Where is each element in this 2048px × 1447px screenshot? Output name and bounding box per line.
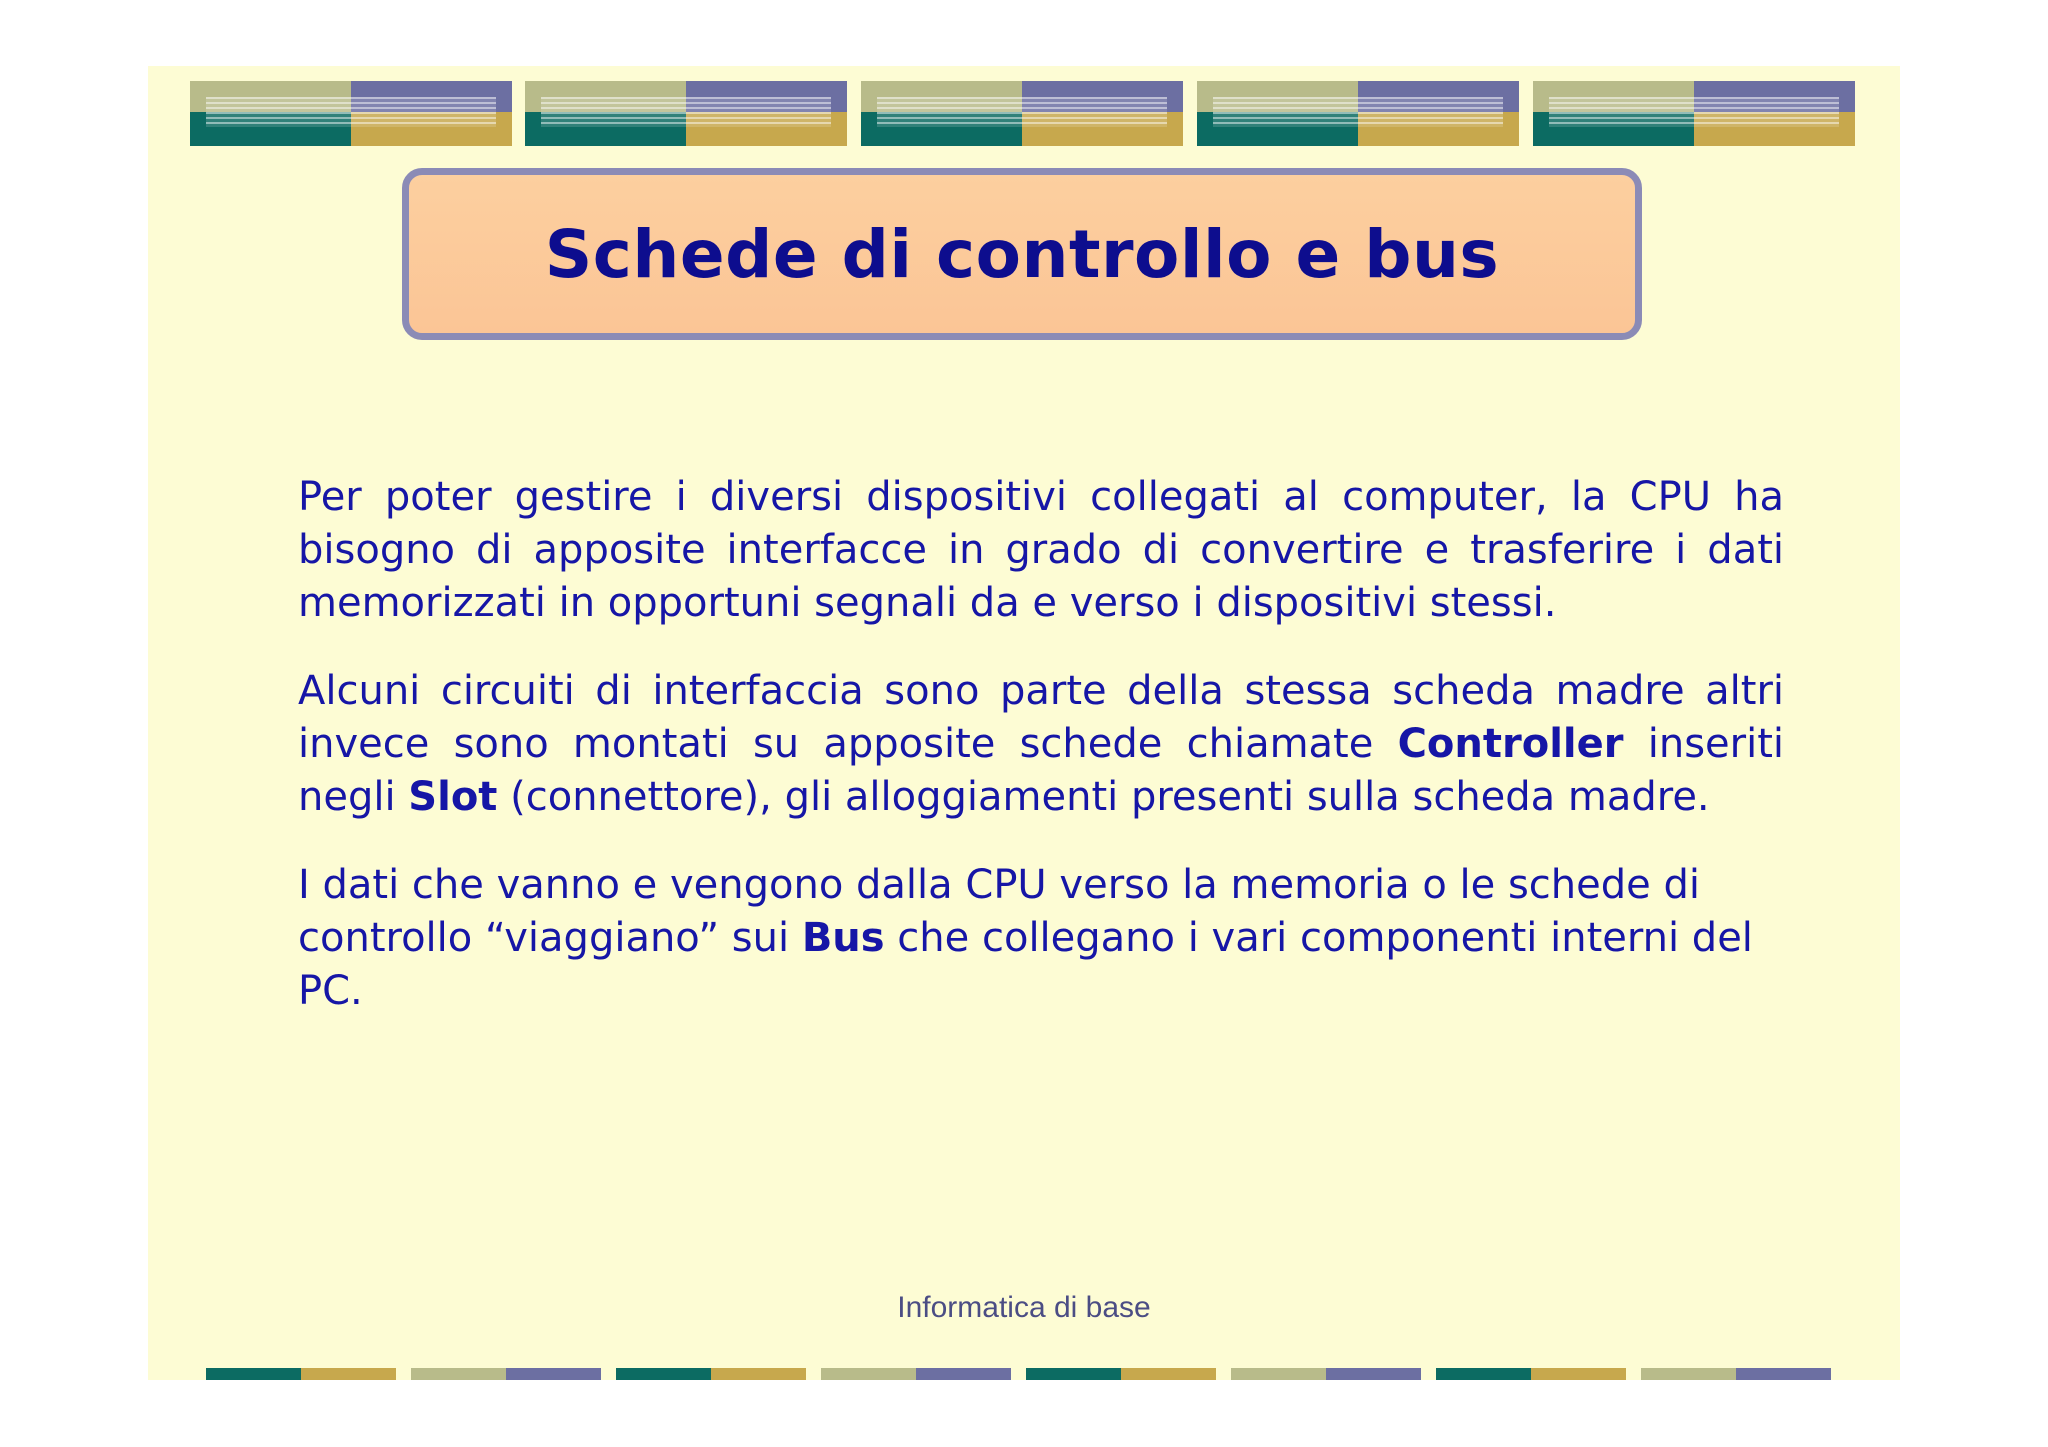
slide-footer: Informatica di base bbox=[897, 1291, 1151, 1324]
header-decoration-block bbox=[190, 81, 512, 146]
header-decoration-block bbox=[525, 81, 847, 146]
paragraph-text: (connettore), gli alloggiamenti presenti sulla scheda madre. bbox=[497, 774, 1710, 820]
paragraph-3 bbox=[298, 859, 1784, 1018]
paragraph-1 bbox=[298, 471, 1784, 630]
footer-decoration-bar bbox=[206, 1368, 396, 1380]
paragraph-2 bbox=[298, 665, 1784, 824]
footer-decoration-bar bbox=[1026, 1368, 1216, 1380]
paragraph-text: I dati che vanno e vengono dalla CPU verso la memoria o le schede di controllo “viaggiano” sui bbox=[298, 862, 1700, 961]
paragraph-text: che collegano i vari componenti interni del PC. bbox=[298, 915, 1753, 1014]
slide-body bbox=[298, 471, 1784, 1053]
footer-decoration-bar bbox=[411, 1368, 601, 1380]
slide-title: Schede di controllo e bus bbox=[544, 215, 1500, 293]
term-controller: Controller bbox=[1397, 721, 1624, 767]
term-bus: Bus bbox=[801, 915, 885, 961]
footer-decoration-bar bbox=[1231, 1368, 1421, 1380]
paragraph-text: Per poter gestire i diversi dispositivi collegati al computer, la CPU ha bisogno di apposite interfacce in grado di convertire e trasferire i dati memorizzati in opportuni segnali da e verso i dispositivi stessi. bbox=[298, 474, 1784, 626]
slide bbox=[148, 66, 1900, 1380]
title-box bbox=[402, 168, 1642, 340]
paragraph-text: Alcuni circuiti di interfaccia sono parte della stessa scheda madre altri invece sono montati su apposite schede chiamate bbox=[298, 668, 1784, 767]
footer-decoration-bar bbox=[821, 1368, 1011, 1380]
header-decoration-block bbox=[1197, 81, 1519, 146]
term-slot: Slot bbox=[408, 774, 498, 820]
footer-decoration-bar bbox=[1436, 1368, 1626, 1380]
footer-decoration-bar bbox=[616, 1368, 806, 1380]
header-decoration-block bbox=[1533, 81, 1855, 146]
paragraph-text: inseriti negli bbox=[298, 721, 1784, 820]
header-decoration-block bbox=[861, 81, 1183, 146]
footer-decoration-bar bbox=[1641, 1368, 1831, 1380]
